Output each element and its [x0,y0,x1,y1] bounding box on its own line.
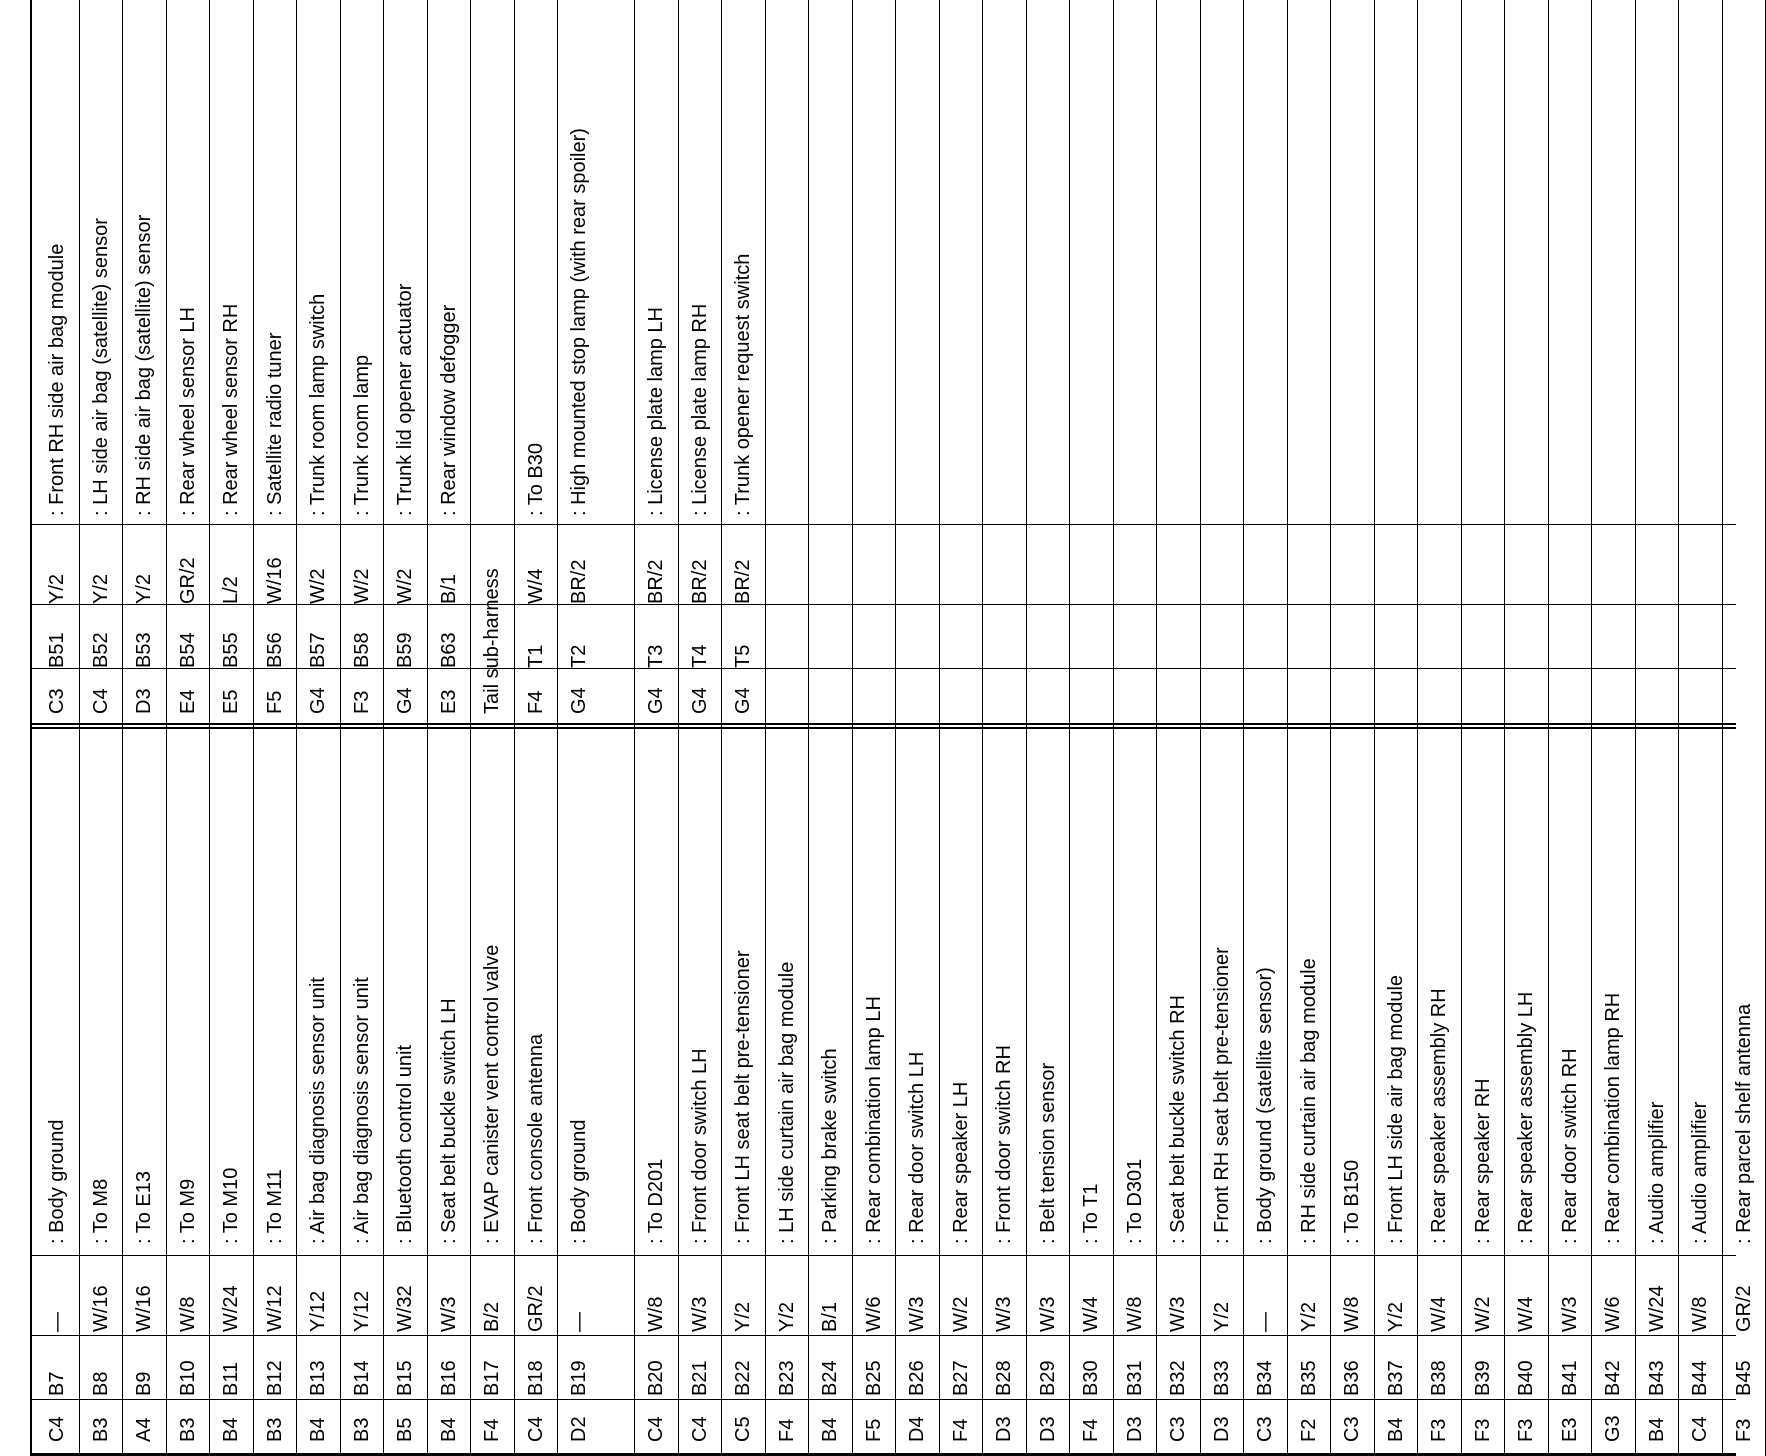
connector-number: B59 [394,632,416,668]
connector-number: B44 [1689,1360,1711,1396]
wire-type: W/8 [645,1296,667,1332]
connector-description: : To M9 [176,1178,199,1244]
connector-row [1462,728,1506,1456]
grid-location: C4 [688,1416,711,1442]
connector-row [80,728,124,1456]
wire-type: Y/2 [46,573,68,604]
connector-number: B15 [394,1360,416,1396]
connector-number: B9 [133,1371,155,1396]
connector-number: B31 [1123,1360,1146,1396]
wire-type: W/16 [263,557,286,604]
connector-row [210,0,254,728]
connector-row [635,728,679,1456]
connector-number: B21 [688,1360,711,1396]
grid-location: G4 [645,687,667,714]
connector-description: : Front door switch LH [688,1048,711,1244]
connector-number: B7 [46,1371,68,1396]
grid-location: G4 [568,687,590,714]
wire-type: W/3 [906,1296,928,1332]
connector-description: : Front LH side air bag module [1384,974,1407,1244]
connector-row [1375,728,1419,1456]
connector-row [515,728,559,1456]
empty-row [766,0,810,728]
grid-location: B5 [394,1417,416,1442]
grid-location: F4 [524,690,547,714]
connector-number: B41 [1558,1360,1581,1396]
wire-type: W/2 [1471,1296,1494,1332]
connector-row [1070,728,1114,1456]
connector-description: : To B30 [524,442,547,516]
grid-location: B4 [1384,1417,1407,1442]
grid-location: E3 [1558,1417,1581,1442]
wire-type: Y/2 [133,573,155,604]
wire-type: BR/2 [568,559,590,604]
connector-row [635,0,679,728]
connector-number: B12 [263,1360,286,1396]
connector-number: B45 [1732,1360,1755,1396]
connector-description: : EVAP canister vent control valve [481,944,503,1244]
connector-description: : Seat belt buckle switch LH [437,998,460,1244]
connector-description: : Rear door switch LH [906,1051,928,1244]
grid-location: G3 [1602,1415,1624,1442]
connector-number: B38 [1428,1360,1450,1396]
connector-number: B23 [775,1360,798,1396]
connector-row [36,728,80,1456]
connector-description: : Body ground [568,1119,590,1244]
connector-number: B28 [993,1360,1015,1396]
connector-number: B51 [46,632,68,668]
grid-location: G4 [688,687,711,714]
grid-location: B3 [263,1417,286,1442]
connector-description: : Rear wheel sensor RH [220,303,242,516]
empty-row [1418,0,1462,728]
connector-number: B36 [1341,1360,1363,1396]
grid-location: B4 [437,1417,460,1442]
wire-type: W/3 [1036,1296,1059,1332]
connector-description: : To M8 [89,1178,112,1244]
connector-number: B11 [220,1361,242,1396]
grid-location: E5 [220,689,242,714]
connector-description: : RH side air bag (satellite) sensor [133,214,155,516]
connector-row [679,728,723,1456]
grid-location: G4 [394,687,416,714]
grid-location: F2 [1297,1418,1320,1442]
empty-row [1723,0,1766,728]
grid-location: D3 [1210,1416,1233,1442]
grid-location: F3 [1732,1418,1755,1442]
grid-location: C4 [89,688,112,714]
connector-description: : Front RH seat belt pre-tensioner [1210,947,1233,1244]
connector-number: B10 [176,1360,199,1396]
wire-type: B/1 [437,573,460,604]
connector-description: : Rear door switch RH [1558,1048,1581,1244]
wire-type: Y/2 [1210,1301,1233,1332]
wire-type: W/4 [1080,1296,1102,1332]
empty-row [1462,0,1506,728]
connector-description: : Audio amplifier [1689,1101,1711,1244]
connector-row [1114,728,1158,1456]
empty-row [1549,0,1593,728]
connector-number: B22 [732,1360,754,1396]
connector-row [80,0,124,728]
wire-type: W/8 [176,1296,199,1332]
wire-type: W/16 [133,1285,155,1332]
connector-row [384,0,428,728]
empty-row [1505,0,1549,728]
grid-location: B4 [1645,1417,1668,1442]
wire-type: W/3 [1558,1296,1581,1332]
connector-description: : Body ground (satellite sensor) [1254,967,1276,1244]
grid-location: B3 [89,1417,112,1442]
connector-row [167,728,211,1456]
connector-description: : To D301 [1123,1158,1146,1244]
wire-type: — [1254,1312,1276,1332]
connector-number: T5 [732,644,754,668]
empty-row [1157,0,1201,728]
wire-type: B/1 [819,1301,841,1332]
connector-description: : Rear parcel shelf antenna [1732,1003,1755,1244]
grid-location: C3 [1167,1416,1189,1442]
grid-location: D3 [1123,1416,1146,1442]
connector-description: : Rear combination lamp RH [1602,992,1624,1244]
connector-row [983,728,1027,1456]
wire-type: Y/2 [732,1301,754,1332]
connector-row [853,728,897,1456]
empty-row [1114,0,1158,728]
connector-number: B25 [862,1360,885,1396]
connector-row [167,0,211,728]
connector-description: : Rear window defogger [437,304,460,516]
wire-type: — [46,1312,68,1332]
connector-row [1418,728,1462,1456]
empty-row [983,0,1027,728]
wire-type: BR/2 [645,559,667,604]
connector-number: B39 [1471,1360,1494,1396]
grid-location: G4 [732,687,754,714]
connector-description: : To D201 [645,1158,667,1244]
connector-row [210,728,254,1456]
connector-description: : Rear speaker assembly RH [1428,988,1450,1244]
wire-type: W/16 [89,1285,112,1332]
connector-number: B40 [1515,1360,1537,1396]
connector-row [896,728,940,1456]
connector-number: B8 [89,1371,112,1396]
connector-description: : Audio amplifier [1645,1101,1668,1244]
connector-description: : Front LH seat belt pre-tensioner [732,950,754,1244]
connector-number: B43 [1645,1360,1668,1396]
empty-row [853,0,897,728]
connector-row [1636,728,1680,1456]
connector-row [1027,728,1071,1456]
connector-row [1723,728,1766,1456]
connector-number: B29 [1036,1360,1059,1396]
tail-sub-harness-rows [515,0,766,728]
grid-location: F5 [263,690,286,714]
connector-row [1157,728,1201,1456]
connector-row [428,728,472,1456]
wire-type: Y/12 [350,1290,373,1332]
grid-location: D4 [906,1416,928,1442]
connector-description: : Parking brake switch [819,1048,841,1244]
connector-number: B37 [1384,1360,1407,1396]
empty-row [1679,0,1723,728]
connector-row [1201,728,1245,1456]
connector-number: B13 [307,1360,329,1396]
grid-location: B4 [819,1417,841,1442]
connector-number: B63 [437,632,460,668]
connector-number: B27 [949,1360,972,1396]
empty-row [1070,0,1114,728]
connector-description: : License plate lamp LH [645,306,667,516]
connector-number: T2 [568,644,590,668]
connector-description: : Trunk opener request switch [732,253,754,516]
right-connector-list [36,0,1766,728]
connector-number: B19 [568,1360,590,1396]
empty-row [1288,0,1332,728]
connector-row [341,728,385,1456]
empty-row [1244,0,1288,728]
connector-description: : To E13 [133,1170,155,1244]
wire-type: W/24 [1645,1285,1668,1332]
grid-location: F3 [350,690,373,714]
main-harness-connector-list [36,728,1766,1456]
connector-number: B54 [176,632,199,668]
connector-number: B55 [220,632,242,668]
wire-type: W/2 [394,568,416,604]
connector-number: B53 [133,632,155,668]
connector-description: : LH side curtain air bag module [775,961,798,1244]
connector-row [558,0,635,728]
connector-row [1505,728,1549,1456]
grid-location: D2 [568,1416,590,1442]
grid-location: C4 [524,1416,547,1442]
connector-description: : Rear speaker assembly LH [1515,991,1537,1244]
grid-location: F3 [1471,1418,1494,1442]
grid-location: B3 [176,1417,199,1442]
connector-row [36,0,80,728]
grid-location: C3 [46,688,68,714]
section-header: Tail sub-harness [471,0,515,728]
connector-number: B24 [819,1360,841,1396]
wire-type: BR/2 [732,559,754,604]
wire-type: W/3 [688,1296,711,1332]
wire-type: W/3 [437,1296,460,1332]
wire-type: W/32 [394,1285,416,1332]
connector-row [809,728,853,1456]
grid-location: F4 [1080,1418,1102,1442]
grid-location: C5 [732,1416,754,1442]
wire-type: Y/2 [1297,1301,1320,1332]
wire-type: GR/2 [524,1285,547,1332]
connector-row [1592,728,1636,1456]
connector-number: T3 [645,644,667,668]
connector-description: : Front console antenna [524,1033,547,1244]
connector-row [766,728,810,1456]
wire-type: B/2 [481,1301,503,1332]
wire-type: W/4 [1428,1296,1450,1332]
wire-type: GR/2 [176,557,199,604]
connector-description: : LH side air bag (satellite) sensor [89,218,112,516]
connector-number: B14 [350,1360,373,1396]
connector-description: : Rear speaker LH [949,1081,972,1244]
wire-type: W/6 [862,1296,885,1332]
connector-number: B18 [524,1360,547,1396]
wire-type: W/3 [1167,1296,1189,1332]
connector-number: T1 [524,644,547,668]
empty-row [1636,0,1680,728]
connector-number: B30 [1080,1360,1102,1396]
connector-row [940,728,984,1456]
connector-number: B33 [1210,1360,1233,1396]
wire-type: W/8 [1123,1296,1146,1332]
connector-description: : Satellite radio tuner [263,332,286,516]
grid-location: C4 [645,1416,667,1442]
connector-row [558,728,635,1456]
wire-type: — [568,1312,590,1332]
connector-description: : Rear wheel sensor LH [176,307,199,516]
empty-rows [766,0,1766,728]
wire-type: W/24 [220,1285,242,1332]
wire-type: W/2 [307,568,329,604]
connector-number: B34 [1254,1360,1276,1396]
connector-description: : Rear speaker RH [1471,1078,1494,1244]
connector-row [1331,728,1375,1456]
connector-row [1549,728,1593,1456]
wire-type: W/12 [263,1285,286,1332]
connector-description: : Bluetooth control unit [394,1044,416,1244]
connector-description: : To B150 [1341,1159,1363,1244]
wire-type: Y/2 [89,573,112,604]
connector-row [679,0,723,728]
grid-location: B4 [220,1417,242,1442]
connector-row [471,728,515,1456]
connector-description: : Rear combination lamp LH [862,996,885,1244]
wire-type: W/8 [1689,1296,1711,1332]
connector-description: : To M11 [263,1169,286,1244]
grid-location: E3 [437,689,460,714]
grid-location: F3 [1428,1418,1450,1442]
connector-description: : Front RH side air bag module [46,243,68,516]
connector-number: B20 [645,1360,667,1396]
empty-row [809,0,853,728]
connector-row [722,728,766,1456]
grid-location: C3 [1341,1416,1363,1442]
connector-number: B17 [481,1360,503,1396]
connector-description: : RH side curtain air bag module [1297,958,1320,1244]
connector-description: : Air bag diagnosis sensor unit [307,977,329,1244]
connector-description: : To T1 [1080,1183,1102,1244]
wire-type: W/4 [524,568,547,604]
connector-number: B58 [350,632,373,668]
grid-location: D3 [993,1416,1015,1442]
connector-number: T4 [688,644,711,668]
connector-row [515,0,559,728]
wire-type: BR/2 [688,559,711,604]
connector-row [1679,728,1723,1456]
wire-type: W/2 [350,568,373,604]
connector-description: : Trunk room lamp switch [307,293,329,516]
connector-description: : Trunk lid opener actuator [394,283,416,516]
connector-description: : Front door switch RH [993,1045,1015,1244]
connector-description: : Belt tension sensor [1036,1062,1059,1244]
wire-type: W/2 [949,1296,972,1332]
connector-number: B32 [1167,1360,1189,1396]
connector-row [123,728,167,1456]
grid-location: C3 [1254,1416,1276,1442]
connector-row [428,0,472,728]
connector-row [341,0,385,728]
right-top-rows [36,0,471,728]
connector-description: : License plate lamp RH [688,303,711,516]
empty-row [1592,0,1636,728]
connector-description: : Body ground [46,1119,68,1244]
connector-row [297,728,341,1456]
connector-number: B35 [1297,1360,1320,1396]
connector-description: : Trunk room lamp [350,354,373,516]
connector-row [123,0,167,728]
connector-row [1244,728,1288,1456]
empty-row [1027,0,1071,728]
grid-location: C4 [1689,1416,1711,1442]
connector-row [254,0,298,728]
grid-location: F4 [481,1418,503,1442]
connector-description: : Seat belt buckle switch RH [1167,995,1189,1244]
connector-description: : To M10 [220,1167,242,1244]
wire-type: Y/2 [775,1301,798,1332]
connector-row [254,728,298,1456]
connector-number: B26 [906,1360,928,1396]
grid-location: D3 [1036,1416,1059,1442]
wire-type: Y/12 [307,1290,329,1332]
grid-location: F4 [775,1418,798,1442]
connector-number: B52 [89,632,112,668]
grid-location: D3 [133,688,155,714]
wire-type: W/4 [1515,1296,1537,1332]
connector-description: : Air bag diagnosis sensor unit [350,977,373,1244]
grid-location: A4 [133,1417,155,1442]
grid-location: E4 [176,689,199,714]
grid-location: G4 [307,687,329,714]
empty-row [940,0,984,728]
connector-row [297,0,341,728]
grid-location: F3 [1515,1418,1537,1442]
grid-location: B3 [350,1417,373,1442]
empty-row [1375,0,1419,728]
connector-number: B16 [437,1360,460,1396]
connector-description: : High mounted stop lamp (with rear spoiler) [568,128,590,516]
wire-type: GR/2 [1732,1285,1755,1332]
wire-type: W/3 [993,1296,1015,1332]
wire-type: W/8 [1341,1296,1363,1332]
connector-row [1288,728,1332,1456]
connector-row [384,728,428,1456]
connector-number: B56 [263,632,286,668]
connector-number: B42 [1602,1360,1624,1396]
grid-location: F5 [862,1418,885,1442]
empty-row [1331,0,1375,728]
empty-row [896,0,940,728]
connector-number: B57 [307,632,329,668]
wire-type: W/6 [1602,1296,1624,1332]
grid-location: C4 [46,1416,68,1442]
empty-row [1201,0,1245,728]
grid-location: B4 [307,1417,329,1442]
wire-type: Y/2 [1384,1301,1407,1332]
wire-type: L/2 [220,576,242,604]
connector-row [722,0,766,728]
grid-location: F4 [949,1418,972,1442]
